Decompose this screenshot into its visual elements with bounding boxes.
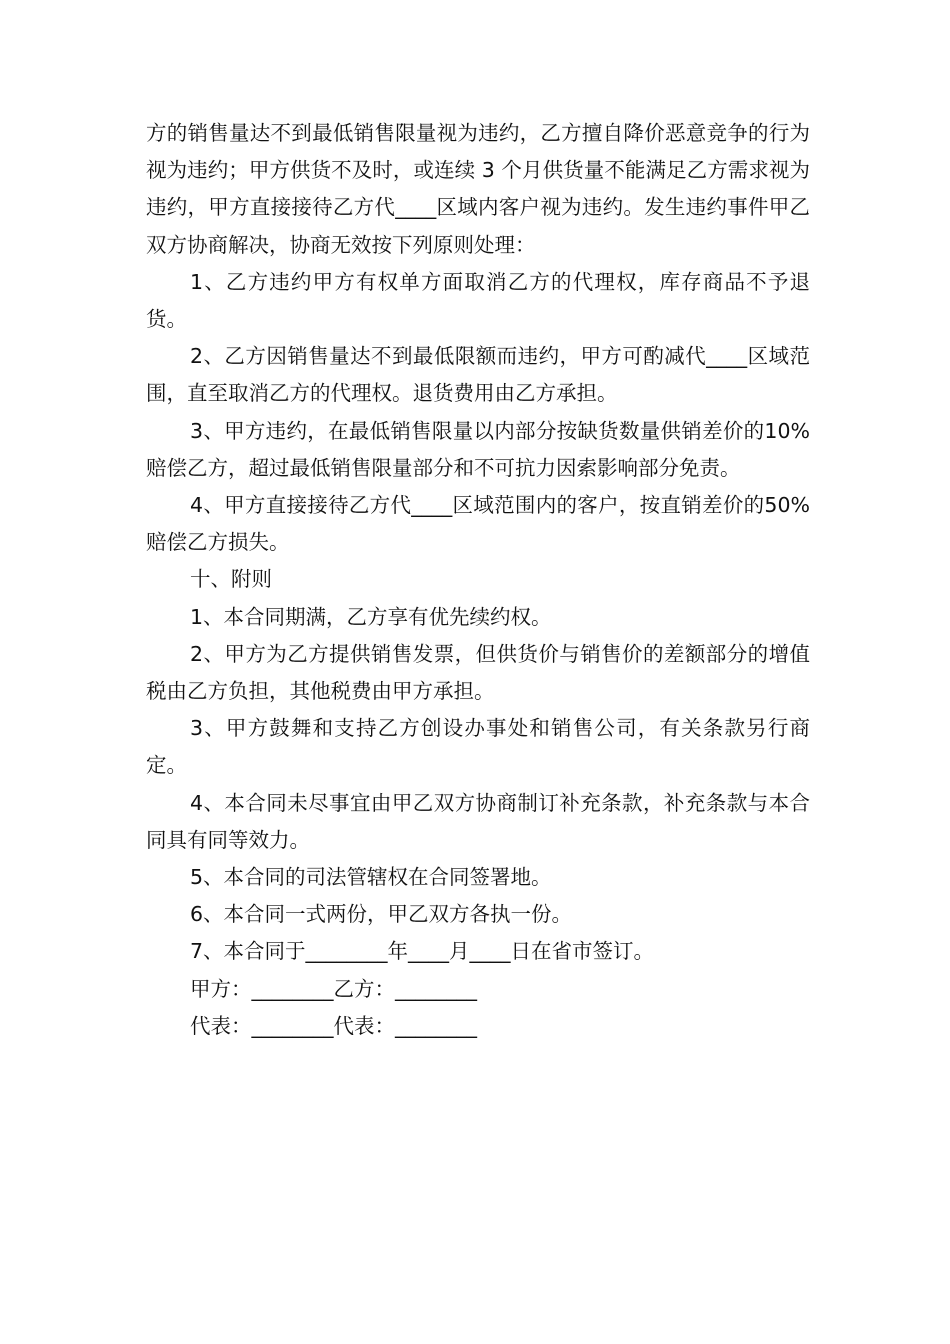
- paragraph-appendix-6: 6、本合同一式两份，甲乙双方各执一份。: [190, 902, 573, 927]
- paragraph-appendix-1: 1、本合同期满，乙方享有优先续约权。: [190, 604, 552, 629]
- paragraph-appendix-4: 4、本合同未尽事宜由甲乙双方协商制订补充条款，补充条款与本合同具有同等效力。: [146, 790, 810, 852]
- paragraph-appendix-3: 3、甲方鼓舞和支持乙方创设办事处和销售公司，有关条款另行商定。: [146, 716, 810, 778]
- paragraph-clause-2: 2、乙方因销售量达不到最低限额而违约，甲方可酌减代____区域范围，直至取消乙方的代理权。退货费用由乙方承担。: [146, 344, 810, 406]
- paragraph-breach-terms: 方的销售量达不到最低销售限量视为违约，乙方擅自降价恶意竞争的行为视为违约；甲方供货不及时，或连续 3 个月供货量不能满足乙方需求视为违约，甲方直接接待乙方代____区域内客户视为违约。发生违约事件甲乙双方协商解决，协商无效按下列原则处理：: [146, 121, 810, 257]
- signature-line-representatives: 代表：________代表：________: [190, 1013, 477, 1038]
- paragraph-clause-1: 1、乙方违约甲方有权单方面取消乙方的代理权，库存商品不予退货。: [146, 269, 810, 332]
- document-page: [146, 115, 810, 1045]
- signature-line-parties: 甲方：________乙方：________: [190, 976, 477, 1001]
- section-heading-appendix: 十、附则: [190, 567, 272, 592]
- paragraph-appendix-7: 7、本合同于________年____月____日在省市签订。: [190, 939, 655, 964]
- paragraph-clause-3: 3、甲方违约，在最低销售限量以内部分按缺货数量供销差价的10%赔偿乙方，超过最低销售限量部分和不可抗力因索影响部分免责。: [146, 418, 810, 480]
- paragraph-appendix-2: 2、甲方为乙方提供销售发票，但供货价与销售价的差额部分的增值税由乙方负担，其他税费由甲方承担。: [146, 641, 810, 704]
- paragraph-appendix-5: 5、本合同的司法管辖权在合同签署地。: [190, 865, 552, 890]
- paragraph-clause-4: 4、甲方直接接待乙方代____区域范围内的客户，按直销差价的50%赔偿乙方损失。: [146, 493, 810, 555]
